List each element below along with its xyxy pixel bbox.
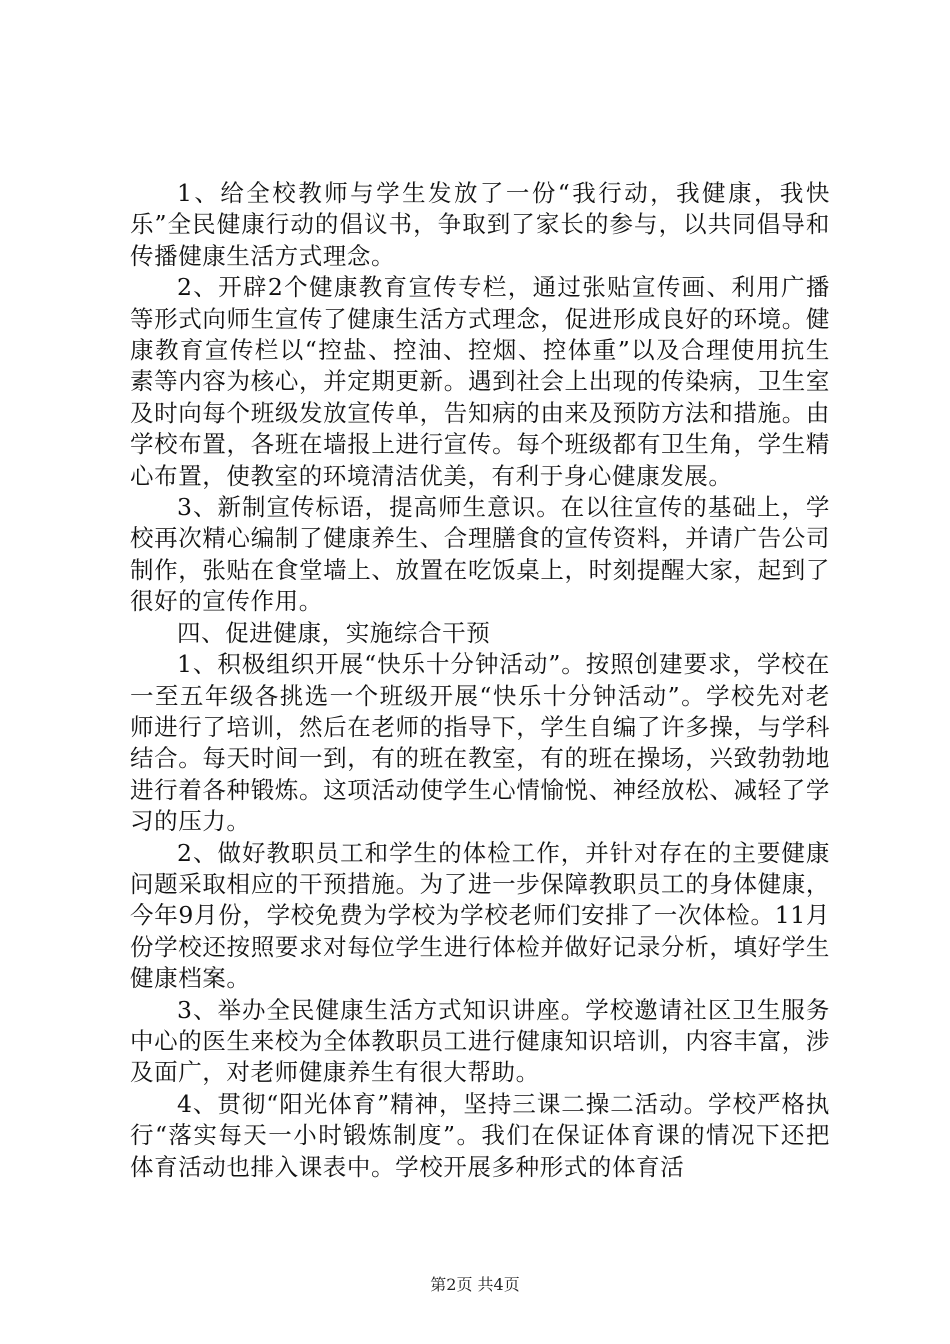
paragraph-7: 4、贯彻“阳光体育”精神，坚持三课二操二活动。学校严格执行“落实每天一小时锻炼制度”。我们在保证体育课的情况下还把体育活动也排入课表中。学校开展多种形式的体育活 <box>130 1089 830 1181</box>
section-heading: 四、促进健康，实施综合干预 <box>177 618 491 647</box>
document-body <box>130 178 830 1183</box>
paragraph-4: 1、积极组织开展“快乐十分钟活动”。按照创建要求，学校在一至五年级各挑选一个班级开展“快乐十分钟活动”。学校先对老师进行了培训，然后在老师的指导下，学生自编了许多操，与学科结合。每天时间一到，有的班在教室，有的班在操场，兴致勃勃地进行着各种锻炼。这项活动使学生心情愉悦、神经放松、减轻了学习的压力。 <box>130 650 830 836</box>
paragraph-6: 3、举办全民健康生活方式知识讲座。学校邀请社区卫生服务中心的医生来校为全体教职员工进行健康知识培训，内容丰富，涉及面广，对老师健康养生有很大帮助。 <box>130 995 830 1087</box>
paragraph-2: 2、开辟2个健康教育宣传专栏，通过张贴宣传画、利用广播等形式向师生宣传了健康生活方式理念，促进形成良好的环境。健康教育宣传栏以“控盐、控油、控烟、控体重”以及合理使用抗生素等内容为核心，并定期更新。遇到社会上出现的传染病，卫生室及时向每个班级发放宣传单，告知病的由来及预防方法和措施。由学校布置，各班在墙报上进行宣传。每个班级都有卫生角，学生精心布置，使教室的环境清洁优美，有利于身心健康发展。 <box>130 273 830 490</box>
paragraph-3: 3、新制宣传标语，提高师生意识。在以往宣传的基础上，学校再次精心编制了健康养生、合理膳食的宣传资料，并请广告公司制作，张贴在食堂墙上、放置在吃饭桌上，时刻提醒大家，起到了很好的宣传作用。 <box>130 493 830 616</box>
paragraph-1: 1、给全校教师与学生发放了一份“我行动，我健康，我快乐”全民健康行动的倡议书，争取到了家长的参与，以共同倡导和传播健康生活方式理念。 <box>130 179 830 270</box>
page-footer: 第2页 共4页 <box>430 1275 520 1294</box>
paragraph-5: 2、做好教职员工和学生的体检工作，并针对存在的主要健康问题采取相应的干预措施。为了进一步保障教职员工的身体健康，今年9月份，学校免费为学校为学校老师们安排了一次体检。11月份学校还按照要求对每位学生进行体检并做好记录分析，填好学生健康档案。 <box>130 838 830 993</box>
